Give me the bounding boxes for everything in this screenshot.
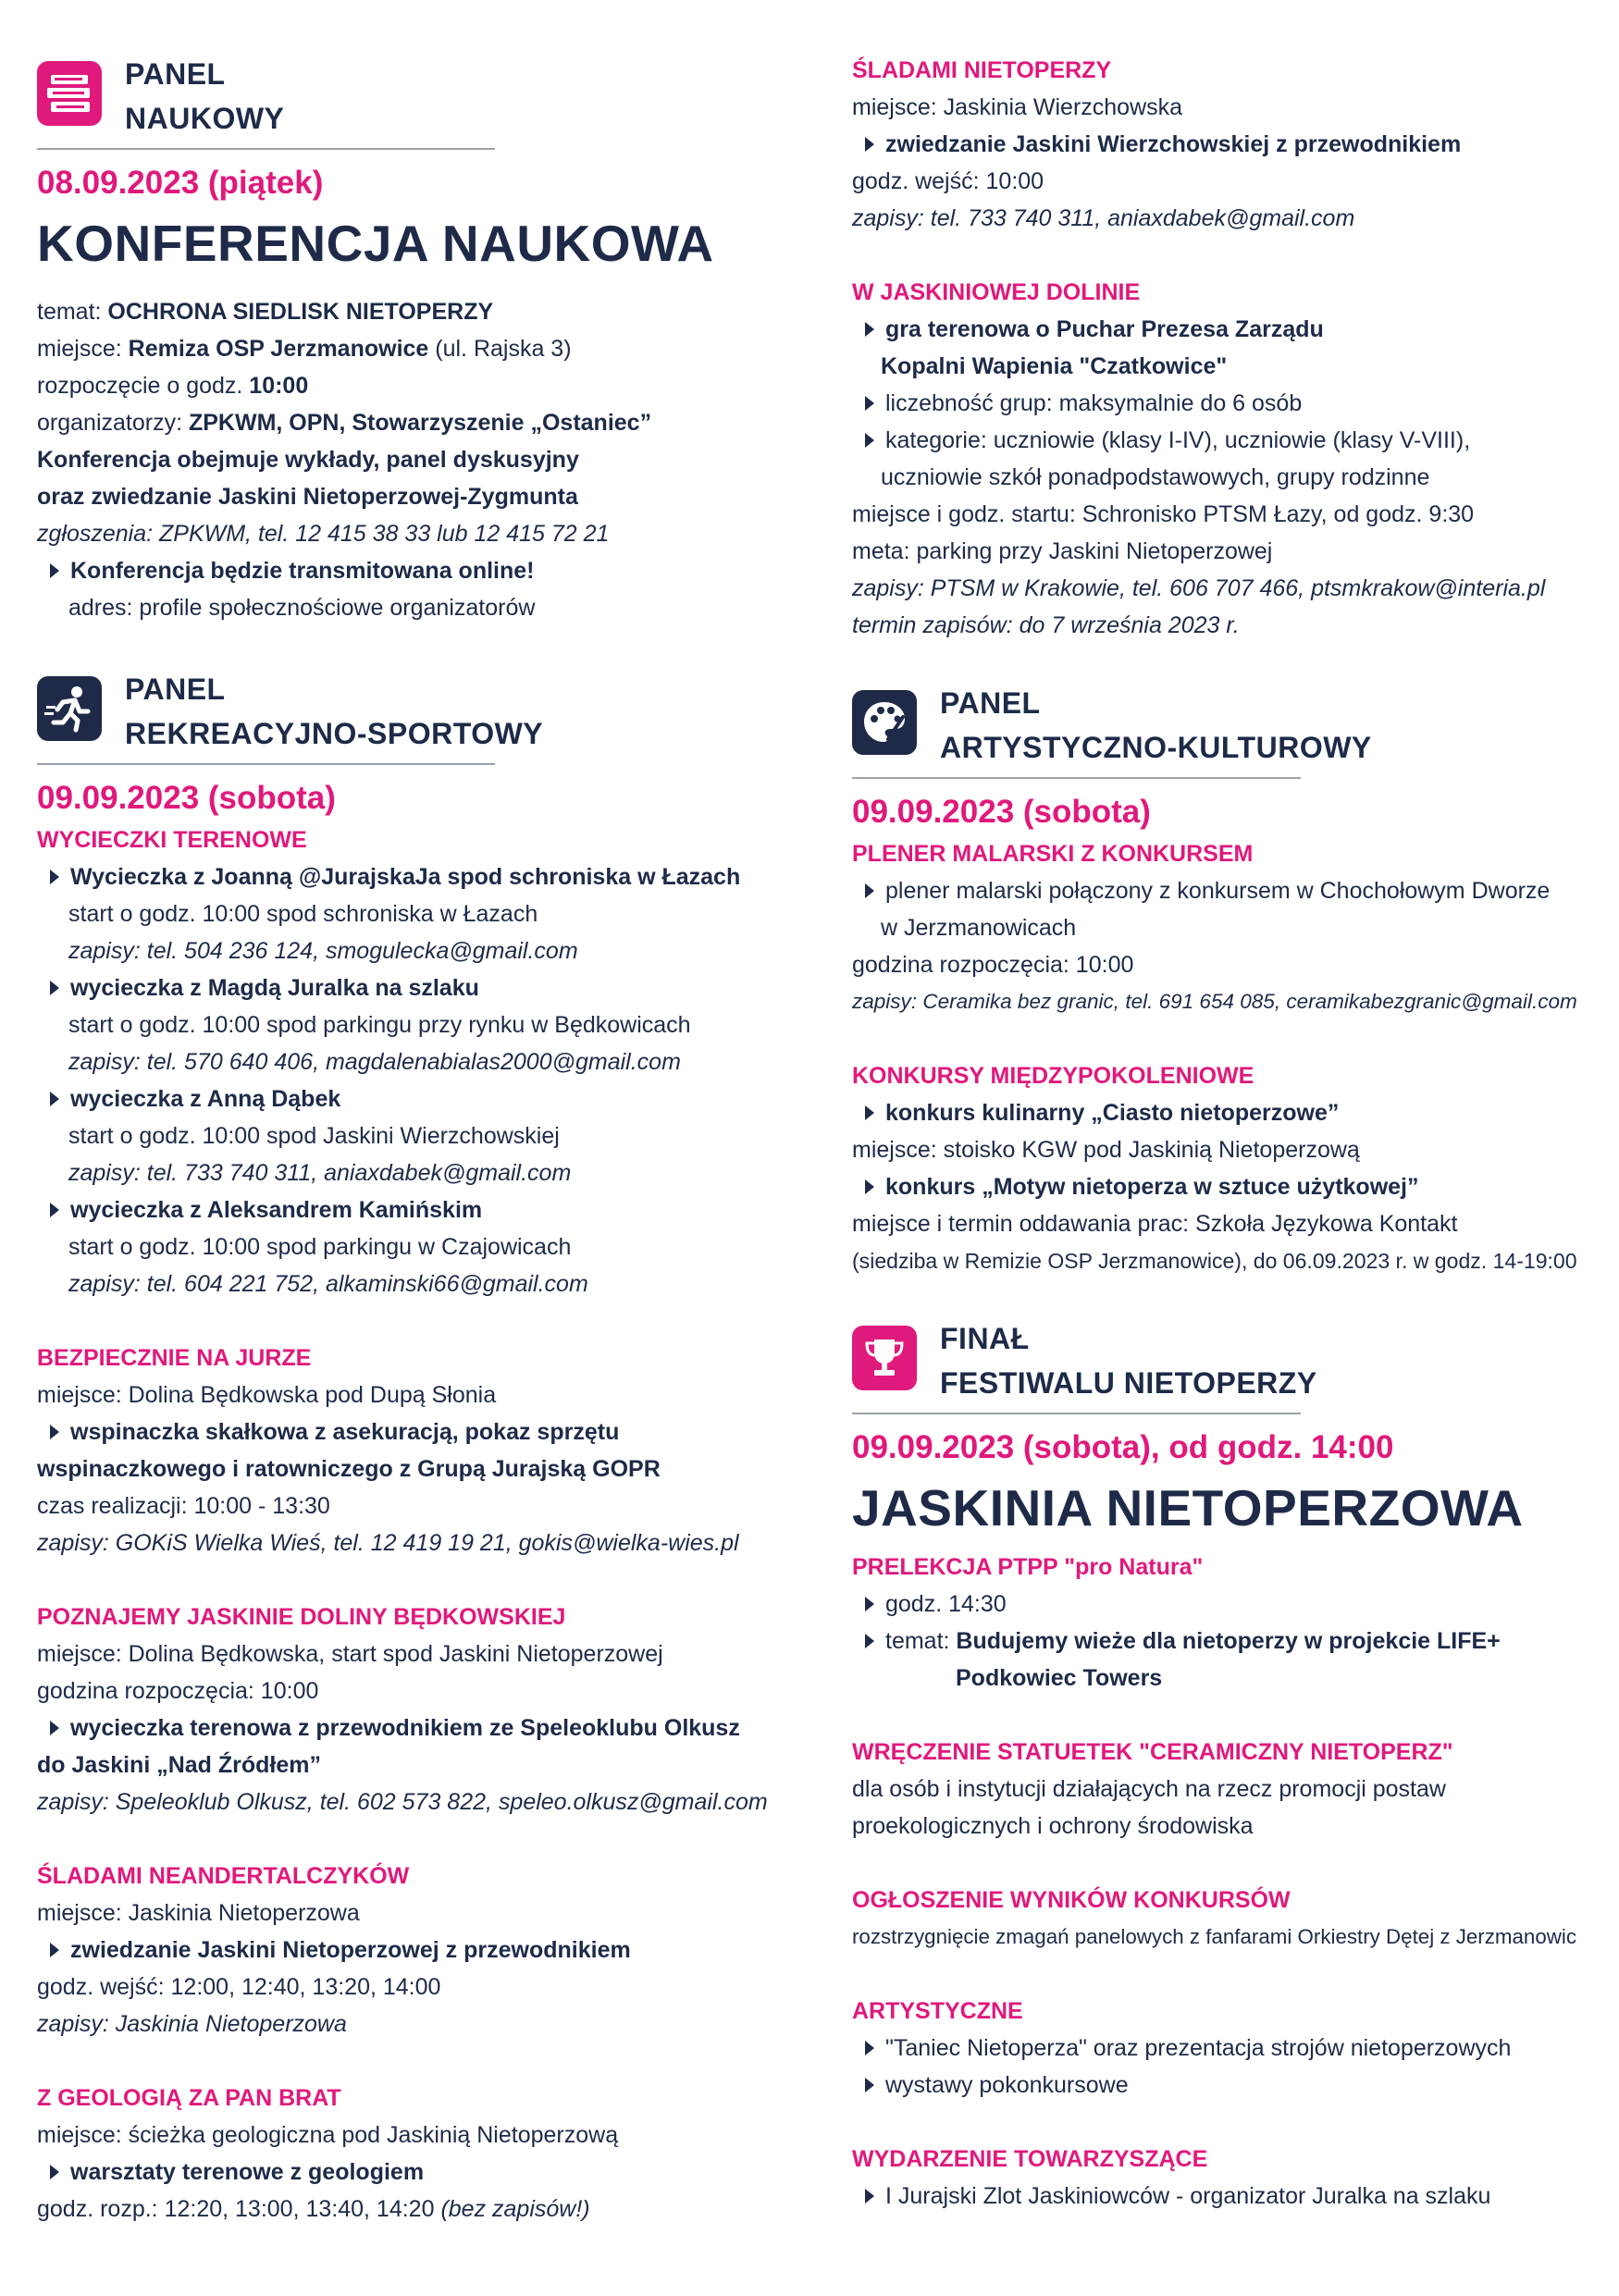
trip-signup: zapisy: tel. 604 221 752, alkaminski66@gmail.com	[68, 1271, 588, 1297]
section-heading: KONKURSY MIĘDZYPOKOLENIOWE	[852, 1063, 1254, 1089]
runner-icon	[37, 676, 102, 741]
arrow-bullet-icon	[50, 563, 59, 578]
section-place: miejsce: stoisko KGW pod Jaskinią Nietoperzową	[852, 1137, 1360, 1163]
section-item-continued: Kopalni Wapienia "Czatkowice"	[881, 353, 1228, 379]
panel-title-line2: ARTYSTYCZNO-KULTUROWY	[940, 731, 1372, 764]
panel-divider	[852, 777, 1301, 779]
section-place: miejsce: Jaskinia Wierzchowska	[852, 94, 1183, 120]
arrow-bullet-icon	[865, 137, 874, 152]
section-item: konkurs kulinarny „Ciasto nietoperzowe”	[852, 1094, 1592, 1131]
place-extra: (ul. Rajska 3)	[428, 336, 572, 362]
panel-title-line1: PANEL	[940, 686, 1041, 720]
section-item: zwiedzanie Jaskini Wierzchowskiej z przewodnikiem	[852, 126, 1592, 163]
section-item: wycieczka terenowa z przewodnikiem ze Speleoklubu Olkusz	[37, 1710, 796, 1747]
panel-sport-header	[37, 667, 796, 759]
section-item-continued: wspinaczkowego i ratowniczego z Grupą Jurajską GOPR	[37, 1456, 661, 1482]
panel-divider	[37, 763, 495, 765]
panel-title	[940, 1316, 1317, 1405]
conference-place	[37, 330, 796, 367]
panel-naukowy-header	[37, 52, 796, 144]
trip-start: start o godz. 10:00 spod Jaskini Wierzchowskiej	[68, 1123, 560, 1149]
arrow-bullet-icon	[50, 981, 59, 995]
section-heading: OGŁOSZENIE WYNIKÓW KONKURSÓW	[852, 1887, 1291, 1913]
topic-label: temat:	[37, 299, 108, 325]
arrow-bullet-icon	[865, 322, 874, 337]
arrow-bullet-icon	[865, 883, 874, 898]
section-start: godzina rozpoczęcia: 10:00	[37, 1678, 319, 1704]
section-item: wystawy pokonkursowe	[852, 2067, 1592, 2104]
section-place: miejsce: ścieżka geologiczna pod Jaskinią Nietoperzową	[37, 2122, 619, 2148]
conference-topic	[37, 293, 796, 330]
section-times: godz. rozp.: 12:20, 13:00, 13:40, 14:20 (bez zapisów!)	[37, 2196, 590, 2222]
books-icon	[37, 61, 102, 126]
right-column	[852, 52, 1592, 2215]
section-item: temat: Budujemy wieże dla nietoperzy w projekcie LIFE+	[852, 1623, 1592, 1660]
section-signup: zapisy: Ceramika bez granic, tel. 691 654 085, ceramikabezgranic@gmail.com	[852, 990, 1577, 1013]
section-place: (siedziba w Remizie OSP Jerzmanowice), do 06.09.2023 r. w godz. 14-19:00	[852, 1249, 1577, 1273]
panel-title	[940, 681, 1372, 770]
online-notice	[37, 552, 796, 589]
arrow-bullet-icon	[865, 2041, 874, 2055]
section-text: rozstrzygnięcie zmagań panelowych z fanfarami Orkiestry Dętej z Jerzmanowic	[852, 1925, 1577, 1948]
arrow-bullet-icon	[865, 2078, 874, 2092]
arrow-bullet-icon	[50, 1203, 59, 1217]
online-text: Konferencja będzie transmitowana online!	[70, 558, 535, 584]
section-heading: BEZPIECZNIE NA JURZE	[37, 1345, 312, 1371]
trip-title: wycieczka z Magdą Juralka na szlaku	[37, 969, 796, 1006]
arrow-bullet-icon	[50, 1425, 59, 1439]
section-item-continued: w Jerzmanowicach	[881, 915, 1077, 941]
panel-title-line1: PANEL	[125, 673, 226, 706]
section-start: miejsce i godz. startu: Schronisko PTSM Łazy, od godz. 9:30	[852, 501, 1475, 527]
section-item-continued: do Jaskini „Nad Źródłem”	[37, 1752, 322, 1778]
section-heading: WRĘCZENIE STATUETEK "CERAMICZNY NIETOPERZ"	[852, 1739, 1453, 1765]
panel-title-line1: PANEL	[125, 57, 226, 91]
section-place: miejsce: Dolina Będkowska, start spod Jaskini Nietoperzowej	[37, 1641, 663, 1667]
section-item: gra terenowa o Puchar Prezesa Zarządu	[852, 311, 1592, 348]
online-address: adres: profile społecznościowe organizatorów	[68, 595, 536, 621]
section-signup: zapisy: Jaskinia Nietoperzowa	[37, 2011, 347, 2037]
organizers-value: ZPKWM, OPN, Stowarzyszenie „Ostaniec”	[188, 410, 652, 436]
panel-title-line2: FESTIWALU NIETOPERZY	[940, 1366, 1317, 1400]
panel-art-header	[852, 681, 1592, 773]
section-item: warsztaty terenowe z geologiem	[37, 2154, 796, 2191]
conference-description: oraz zwiedzanie Jaskini Nietoperzowej-Zygmunta	[37, 484, 578, 510]
section-place: miejsce: Jaskinia Nietoperzowa	[37, 1900, 360, 1926]
arrow-bullet-icon	[865, 1105, 874, 1120]
section-item: I Jurajski Zlot Jaskiniowców - organizator Juralka na szlaku	[852, 2178, 1592, 2215]
panel-title-line2: REKREACYJNO-SPORTOWY	[125, 717, 544, 750]
trip-title: wycieczka z Anną Dąbek	[37, 1080, 796, 1117]
trip-signup: zapisy: tel. 504 236 124, smogulecka@gmail.com	[68, 938, 578, 964]
trip-title: Wycieczka z Joanną @JurajskaJa spod schroniska w Łazach	[37, 858, 796, 895]
event-date: 09.09.2023 (sobota)	[37, 780, 336, 816]
arrow-bullet-icon	[50, 1092, 59, 1106]
section-time: godz. wejść: 10:00	[852, 168, 1044, 194]
section-item: godz. 14:30	[852, 1586, 1592, 1623]
section-times: godz. wejść: 12:00, 12:40, 13:20, 14:00	[37, 1974, 441, 2000]
section-item: zwiedzanie Jaskini Nietoperzowej z przewodnikiem	[37, 1932, 796, 1969]
panel-divider	[852, 1413, 1301, 1414]
section-item-continued: uczniowie szkół ponadpodstawowych, grupy rodzinne	[881, 464, 1430, 490]
palette-icon	[852, 690, 917, 755]
arrow-bullet-icon	[865, 396, 874, 411]
event-heading: KONFERENCJA NAUKOWA	[37, 215, 714, 272]
left-column	[37, 52, 796, 2228]
section-signup: zapisy: PTSM w Krakowie, tel. 606 707 466, ptsmkrakow@interia.pl	[852, 575, 1546, 601]
panel-final-header	[852, 1316, 1592, 1409]
no-signup-note: (bez zapisów!)	[440, 2196, 590, 2222]
panel-title-line2: NAUKOWY	[125, 102, 285, 135]
section-heading: W JASKINIOWEJ DOLINIE	[852, 279, 1141, 305]
section-heading: WYDARZENIE TOWARZYSZĄCE	[852, 2146, 1208, 2172]
arrow-bullet-icon	[50, 870, 59, 884]
section-text: dla osób i instytucji działających na rzecz promocji postaw	[852, 1776, 1446, 1802]
event-heading: JASKINIA NIETOPERZOWA	[852, 1479, 1524, 1537]
panel-title	[125, 667, 543, 756]
place-label: miejsce:	[37, 336, 129, 362]
trip-start: start o godz. 10:00 spod parkingu przy rynku w Będkowicach	[68, 1012, 691, 1038]
section-time: czas realizacji: 10:00 - 13:30	[37, 1493, 330, 1519]
arrow-bullet-icon	[865, 1597, 874, 1611]
arrow-bullet-icon	[50, 2165, 59, 2179]
arrow-bullet-icon	[865, 2189, 874, 2203]
start-label: rozpoczęcie o godz.	[37, 373, 250, 399]
section-place: miejsce i termin oddawania prac: Szkoła Językowa Kontakt	[852, 1211, 1458, 1237]
section-heading: Z GEOLOGIĄ ZA PAN BRAT	[37, 2085, 341, 2111]
panel-divider	[37, 148, 495, 150]
section-heading: PLENER MALARSKI Z KONKURSEM	[852, 841, 1254, 867]
section-heading: PRELEKCJA PTPP "pro Natura"	[852, 1554, 1204, 1580]
arrow-bullet-icon	[50, 1943, 59, 1957]
conference-description: Konferencja obejmuje wykłady, panel dyskusyjny	[37, 447, 579, 473]
section-deadline: termin zapisów: do 7 września 2023 r.	[852, 612, 1240, 638]
section-heading: POZNAJEMY JASKINIE DOLINY BĘDKOWSKIEJ	[37, 1604, 566, 1630]
conference-organizers	[37, 404, 796, 441]
section-item: konkurs „Motyw nietoperza w sztuce użytkowej”	[852, 1168, 1592, 1205]
arrow-bullet-icon	[50, 1721, 59, 1735]
trip-start: start o godz. 10:00 spod parkingu w Czajowicach	[68, 1234, 572, 1260]
panel-title-line1: FINAŁ	[940, 1322, 1030, 1355]
arrow-bullet-icon	[865, 1634, 874, 1648]
section-signup: zapisy: tel. 733 740 311, aniaxdabek@gmail.com	[852, 205, 1355, 231]
section-start: godzina rozpoczęcia: 10:00	[852, 952, 1134, 978]
trip-signup: zapisy: tel. 570 640 406, magdalenabialas2000@gmail.com	[68, 1049, 681, 1075]
section-text: proekologicznych i ochrony środowiska	[852, 1813, 1254, 1839]
section-finish: meta: parking przy Jaskini Nietoperzowej	[852, 538, 1273, 564]
section-heading: ARTYSTYCZNE	[852, 1998, 1023, 2024]
conference-start	[37, 367, 796, 404]
section-item: wspinaczka skałkowa z asekuracją, pokaz sprzętu	[37, 1413, 796, 1450]
event-date: 09.09.2023 (sobota), od godz. 14:00	[852, 1429, 1394, 1465]
section-item-continued: Podkowiec Towers	[956, 1665, 1163, 1691]
section-heading: ŚLADAMI NEANDERTALCZYKÓW	[37, 1863, 410, 1889]
topic-value: OCHRONA SIEDLISK NIETOPERZY	[107, 299, 494, 325]
arrow-bullet-icon	[865, 1179, 874, 1194]
trip-title: wycieczka z Aleksandrem Kamińskim	[37, 1191, 796, 1228]
trip-signup: zapisy: tel. 733 740 311, aniaxdabek@gmail.com	[68, 1160, 572, 1186]
section-heading: WYCIECZKI TERENOWE	[37, 827, 307, 853]
section-place: miejsce: Dolina Będkowska pod Dupą Słonia	[37, 1382, 497, 1408]
section-signup: zapisy: GOKiS Wielka Wieś, tel. 12 419 19 21, gokis@wielka-wies.pl	[37, 1530, 739, 1556]
section-item: "Taniec Nietoperza" oraz prezentacja strojów nietoperzowych	[852, 2030, 1592, 2067]
section-signup: zapisy: Speleoklub Olkusz, tel. 602 573 822, speleo.olkusz@gmail.com	[37, 1789, 768, 1815]
trophy-icon	[852, 1326, 917, 1390]
trip-start: start o godz. 10:00 spod schroniska w Łazach	[68, 901, 538, 927]
panel-title	[125, 52, 284, 141]
organizers-label: organizatorzy:	[37, 410, 189, 436]
event-date: 09.09.2023 (sobota)	[852, 794, 1151, 830]
section-item: liczebność grup: maksymalnie do 6 osób	[852, 385, 1592, 422]
place-value: Remiza OSP Jerzmanowice	[128, 336, 429, 362]
conference-signup: zgłoszenia: ZPKWM, tel. 12 415 38 33 lub 12 415 72 21	[37, 521, 610, 547]
start-value: 10:00	[249, 373, 309, 399]
section-item: plener malarski połączony z konkursem w Chochołowym Dworze	[852, 872, 1592, 909]
section-heading: ŚLADAMI NIETOPERZY	[852, 57, 1112, 83]
lecture-topic: Budujemy wieże dla nietoperzy w projekcie LIFE+	[956, 1628, 1501, 1654]
event-date: 08.09.2023 (piątek)	[37, 165, 324, 201]
section-item: kategorie: uczniowie (klasy I-IV), uczniowie (klasy V-VIII),	[852, 422, 1592, 459]
arrow-bullet-icon	[865, 433, 874, 448]
